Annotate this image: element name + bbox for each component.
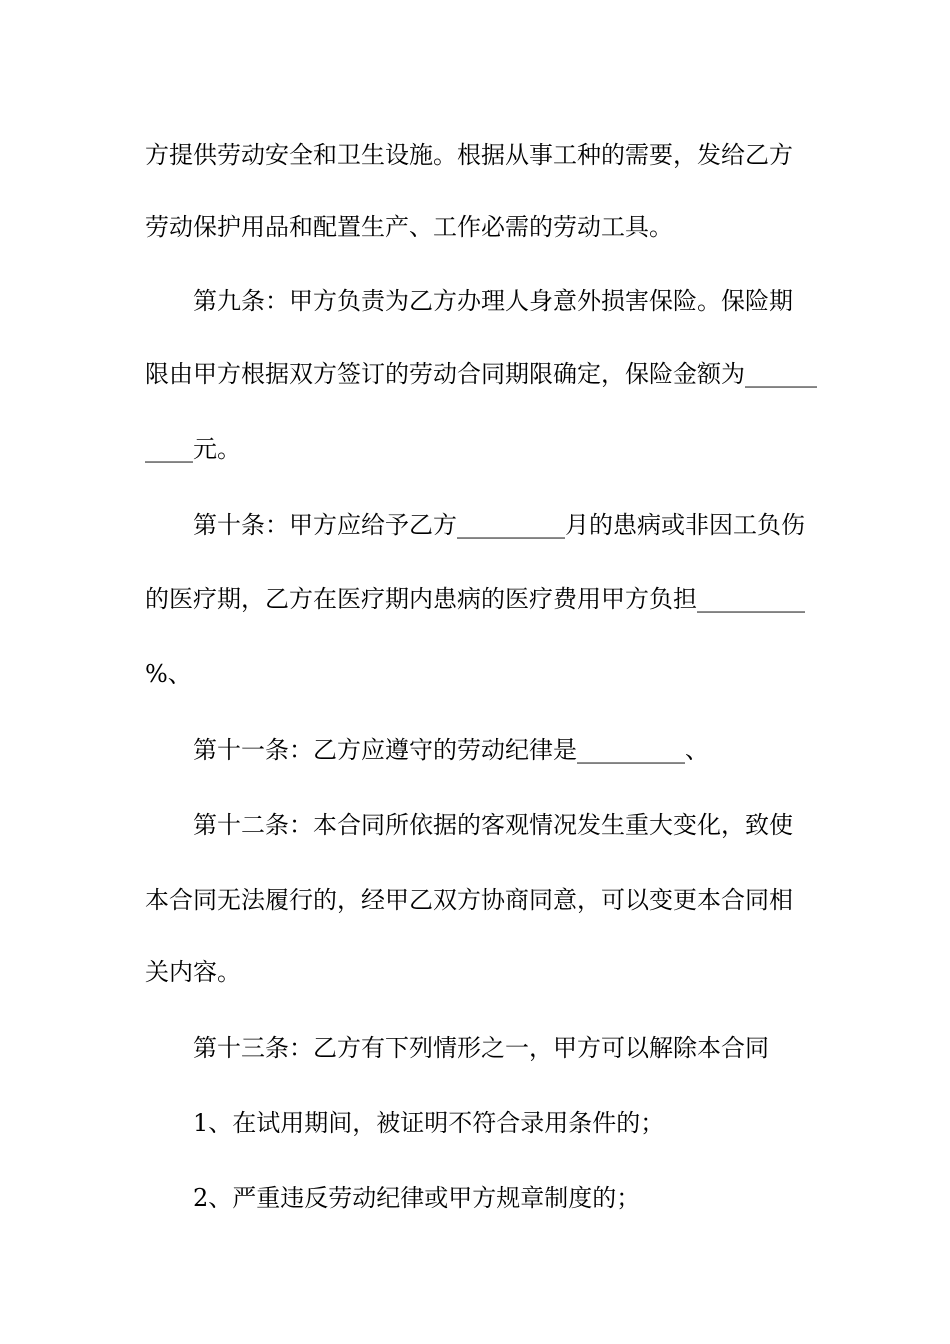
list-item: 1、在试用期间，被证明不符合录用条件的； — [193, 1109, 665, 1137]
text-line: 限由甲方根据双方签订的劳动合同期限确定，保险金额为______ — [145, 360, 817, 388]
text-line: %、 — [145, 660, 192, 688]
list-item: 2、严重违反劳动纪律或甲方规章制度的； — [193, 1184, 641, 1212]
text-line: 本合同无法履行的，经甲乙双方协商同意，可以变更本合同相 — [145, 886, 793, 914]
paragraph-article-12: 第十二条：本合同所依据的客观情况发生重大变化，致使 — [193, 811, 793, 839]
paragraph-article-9: 第九条：甲方负责为乙方办理人身意外损害保险。保险期 — [193, 287, 793, 315]
text-line: 方提供劳动安全和卫生设施。根据从事工种的需要，发给乙方 — [145, 141, 793, 169]
text-line: 的医疗期，乙方在医疗期内患病的医疗费用甲方负担_________ — [145, 585, 805, 613]
paragraph-article-13: 第十三条：乙方有下列情形之一，甲方可以解除本合同 — [193, 1034, 769, 1062]
paragraph-article-11: 第十一条：乙方应遵守的劳动纪律是_________、 — [193, 736, 709, 764]
paragraph-article-10: 第十条：甲方应给予乙方_________月的患病或非因工负伤 — [193, 511, 805, 539]
text-line: 关内容。 — [145, 958, 241, 986]
text-line: 劳动保护用品和配置生产、工作必需的劳动工具。 — [145, 213, 673, 241]
text-line: ____元。 — [145, 435, 241, 463]
